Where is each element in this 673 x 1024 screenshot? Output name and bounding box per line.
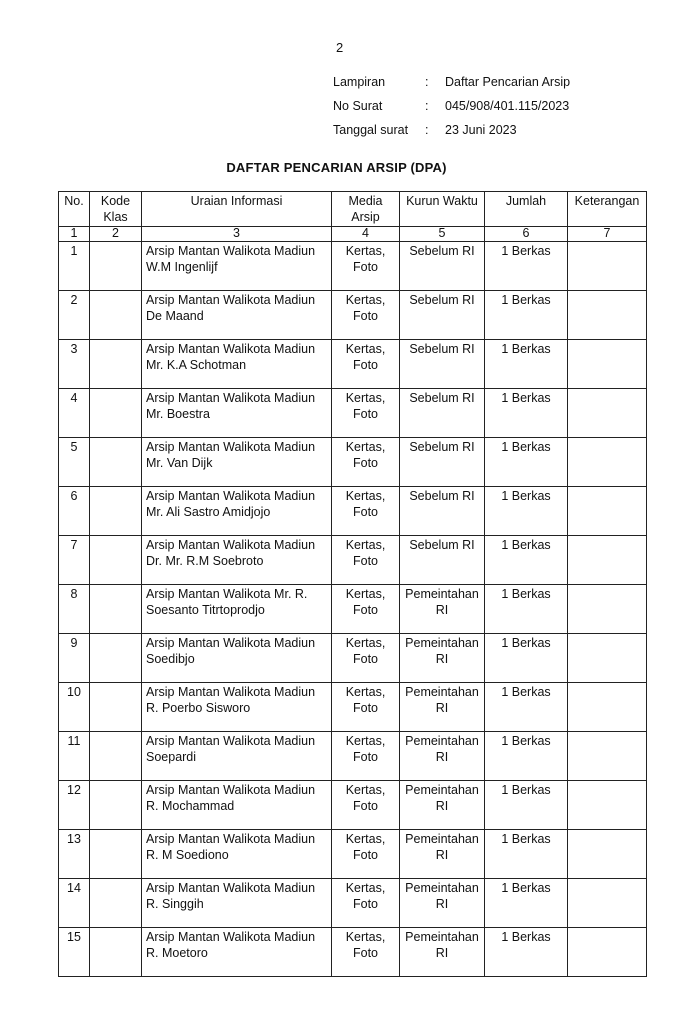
letter-meta (333, 70, 570, 142)
cell-uraian-informasi: Arsip Mantan Walikota Madiun Mr. K.A Schotman (142, 340, 332, 389)
table-row (59, 585, 647, 634)
cell-kurun-waktu: Sebelum RI (400, 438, 485, 487)
cell-uraian-informasi: Arsip Mantan Walikota Madiun R. Mochammad (142, 781, 332, 830)
cell-keterangan (568, 242, 647, 291)
cell-media-arsip: Kertas, Foto (332, 683, 400, 732)
header-media-arsip: Media Arsip (332, 192, 400, 227)
cell-kurun-waktu: Sebelum RI (400, 242, 485, 291)
table-row (59, 438, 647, 487)
cell-uraian-informasi: Arsip Mantan Walikota Madiun Mr. Ali Sastro Amidjojo (142, 487, 332, 536)
cell-keterangan (568, 585, 647, 634)
cell-jumlah: 1 Berkas (485, 536, 568, 585)
cell-kurun-waktu: Sebelum RI (400, 340, 485, 389)
cell-media-arsip: Kertas, Foto (332, 732, 400, 781)
cell-kode-klas (90, 242, 142, 291)
column-number: 3 (142, 227, 332, 242)
header-no: No. (59, 192, 90, 227)
cell-kurun-waktu: Pemeintahan RI (400, 634, 485, 683)
cell-keterangan (568, 389, 647, 438)
table-row (59, 732, 647, 781)
cell-keterangan (568, 732, 647, 781)
cell-keterangan (568, 634, 647, 683)
cell-media-arsip: Kertas, Foto (332, 830, 400, 879)
cell-kode-klas (90, 291, 142, 340)
cell-kurun-waktu: Pemeintahan RI (400, 781, 485, 830)
cell-uraian-informasi: Arsip Mantan Walikota Madiun W.M Ingenlijf (142, 242, 332, 291)
cell-kurun-waktu: Pemeintahan RI (400, 879, 485, 928)
cell-kode-klas (90, 585, 142, 634)
cell-keterangan (568, 536, 647, 585)
cell-uraian-informasi: Arsip Mantan Walikota Madiun Soedibjo (142, 634, 332, 683)
meta-label: No Surat (333, 99, 383, 113)
cell-no: 15 (59, 928, 90, 977)
dpa-table (58, 191, 647, 977)
cell-media-arsip: Kertas, Foto (332, 242, 400, 291)
cell-keterangan (568, 291, 647, 340)
cell-media-arsip: Kertas, Foto (332, 389, 400, 438)
cell-kurun-waktu: Sebelum RI (400, 291, 485, 340)
cell-kurun-waktu: Pemeintahan RI (400, 830, 485, 879)
cell-jumlah: 1 Berkas (485, 242, 568, 291)
table-row (59, 634, 647, 683)
cell-jumlah: 1 Berkas (485, 830, 568, 879)
cell-kurun-waktu: Sebelum RI (400, 536, 485, 585)
cell-media-arsip: Kertas, Foto (332, 585, 400, 634)
meta-value: Daftar Pencarian Arsip (445, 75, 571, 89)
table-row (59, 536, 647, 585)
cell-jumlah: 1 Berkas (485, 634, 568, 683)
cell-uraian-informasi: Arsip Mantan Walikota Madiun R. Singgih (142, 879, 332, 928)
cell-media-arsip: Kertas, Foto (332, 634, 400, 683)
meta-label: Tanggal surat (333, 123, 409, 137)
cell-keterangan (568, 928, 647, 977)
column-number: 4 (332, 227, 400, 242)
cell-keterangan (568, 487, 647, 536)
cell-kode-klas (90, 683, 142, 732)
cell-kurun-waktu: Pemeintahan RI (400, 928, 485, 977)
cell-no: 7 (59, 536, 90, 585)
meta-colon: : (425, 99, 429, 113)
column-number: 2 (90, 227, 142, 242)
header-uraian-informasi: Uraian Informasi (142, 192, 332, 227)
cell-media-arsip: Kertas, Foto (332, 536, 400, 585)
cell-jumlah: 1 Berkas (485, 781, 568, 830)
table-body (59, 242, 647, 977)
cell-jumlah: 1 Berkas (485, 585, 568, 634)
meta-row-lampiran (333, 70, 570, 94)
cell-media-arsip: Kertas, Foto (332, 438, 400, 487)
cell-no: 2 (59, 291, 90, 340)
cell-no: 10 (59, 683, 90, 732)
meta-colon: : (425, 123, 429, 137)
cell-uraian-informasi: Arsip Mantan Walikota Madiun R. Poerbo Sisworo (142, 683, 332, 732)
cell-jumlah: 1 Berkas (485, 879, 568, 928)
table-row (59, 242, 647, 291)
cell-uraian-informasi: Arsip Mantan Walikota Madiun Dr. Mr. R.M Soebroto (142, 536, 332, 585)
cell-keterangan (568, 438, 647, 487)
cell-kurun-waktu: Pemeintahan RI (400, 683, 485, 732)
cell-uraian-informasi: Arsip Mantan Walikota Mr. R. Soesanto Titrtoprodjo (142, 585, 332, 634)
cell-kode-klas (90, 536, 142, 585)
table-row (59, 830, 647, 879)
cell-no: 5 (59, 438, 90, 487)
meta-row-no-surat (333, 94, 570, 118)
cell-keterangan (568, 340, 647, 389)
cell-uraian-informasi: Arsip Mantan Walikota Madiun R. Moetoro (142, 928, 332, 977)
meta-value: 045/908/401.115/2023 (445, 99, 570, 113)
table-row (59, 291, 647, 340)
cell-kode-klas (90, 928, 142, 977)
cell-kurun-waktu: Sebelum RI (400, 389, 485, 438)
table-row (59, 340, 647, 389)
cell-no: 13 (59, 830, 90, 879)
cell-jumlah: 1 Berkas (485, 928, 568, 977)
header-kurun-waktu: Kurun Waktu (400, 192, 485, 227)
cell-no: 1 (59, 242, 90, 291)
cell-kode-klas (90, 438, 142, 487)
cell-media-arsip: Kertas, Foto (332, 291, 400, 340)
cell-kurun-waktu: Pemeintahan RI (400, 585, 485, 634)
cell-no: 6 (59, 487, 90, 536)
cell-keterangan (568, 683, 647, 732)
header-kode-klas: Kode Klas (90, 192, 142, 227)
header-jumlah: Jumlah (485, 192, 568, 227)
cell-jumlah: 1 Berkas (485, 487, 568, 536)
cell-kode-klas (90, 340, 142, 389)
cell-media-arsip: Kertas, Foto (332, 879, 400, 928)
column-number-row (59, 227, 647, 242)
cell-no: 11 (59, 732, 90, 781)
table-row (59, 928, 647, 977)
cell-no: 14 (59, 879, 90, 928)
cell-kode-klas (90, 389, 142, 438)
cell-no: 8 (59, 585, 90, 634)
table-row (59, 879, 647, 928)
column-number: 7 (568, 227, 647, 242)
page-number: 2 (336, 40, 344, 55)
header-keterangan: Keterangan (568, 192, 647, 227)
cell-no: 3 (59, 340, 90, 389)
meta-row-tanggal-surat (333, 118, 570, 142)
document-title: DAFTAR PENCARIAN ARSIP (DPA) (226, 160, 447, 175)
cell-jumlah: 1 Berkas (485, 340, 568, 389)
cell-media-arsip: Kertas, Foto (332, 340, 400, 389)
cell-jumlah: 1 Berkas (485, 732, 568, 781)
cell-keterangan (568, 879, 647, 928)
cell-kurun-waktu: Sebelum RI (400, 487, 485, 536)
cell-no: 4 (59, 389, 90, 438)
cell-uraian-informasi: Arsip Mantan Walikota Madiun De Maand (142, 291, 332, 340)
cell-media-arsip: Kertas, Foto (332, 781, 400, 830)
table-header-row (59, 192, 647, 227)
cell-jumlah: 1 Berkas (485, 683, 568, 732)
cell-jumlah: 1 Berkas (485, 389, 568, 438)
column-number: 5 (400, 227, 485, 242)
cell-media-arsip: Kertas, Foto (332, 487, 400, 536)
meta-label: Lampiran (333, 75, 386, 89)
cell-keterangan (568, 830, 647, 879)
meta-colon: : (425, 75, 429, 89)
cell-jumlah: 1 Berkas (485, 438, 568, 487)
cell-kode-klas (90, 732, 142, 781)
cell-media-arsip: Kertas, Foto (332, 928, 400, 977)
meta-value: 23 Juni 2023 (445, 123, 517, 137)
table-row (59, 781, 647, 830)
cell-uraian-informasi: Arsip Mantan Walikota Madiun R. M Soediono (142, 830, 332, 879)
cell-kode-klas (90, 634, 142, 683)
table-row (59, 487, 647, 536)
cell-no: 9 (59, 634, 90, 683)
cell-jumlah: 1 Berkas (485, 291, 568, 340)
cell-uraian-informasi: Arsip Mantan Walikota Madiun Soepardi (142, 732, 332, 781)
cell-kode-klas (90, 830, 142, 879)
cell-kode-klas (90, 879, 142, 928)
cell-uraian-informasi: Arsip Mantan Walikota Madiun Mr. Van Dijk (142, 438, 332, 487)
cell-kode-klas (90, 781, 142, 830)
cell-keterangan (568, 781, 647, 830)
table-row (59, 683, 647, 732)
column-number: 6 (485, 227, 568, 242)
cell-uraian-informasi: Arsip Mantan Walikota Madiun Mr. Boestra (142, 389, 332, 438)
cell-kode-klas (90, 487, 142, 536)
column-number: 1 (59, 227, 90, 242)
cell-no: 12 (59, 781, 90, 830)
table-row (59, 389, 647, 438)
cell-kurun-waktu: Pemeintahan RI (400, 732, 485, 781)
